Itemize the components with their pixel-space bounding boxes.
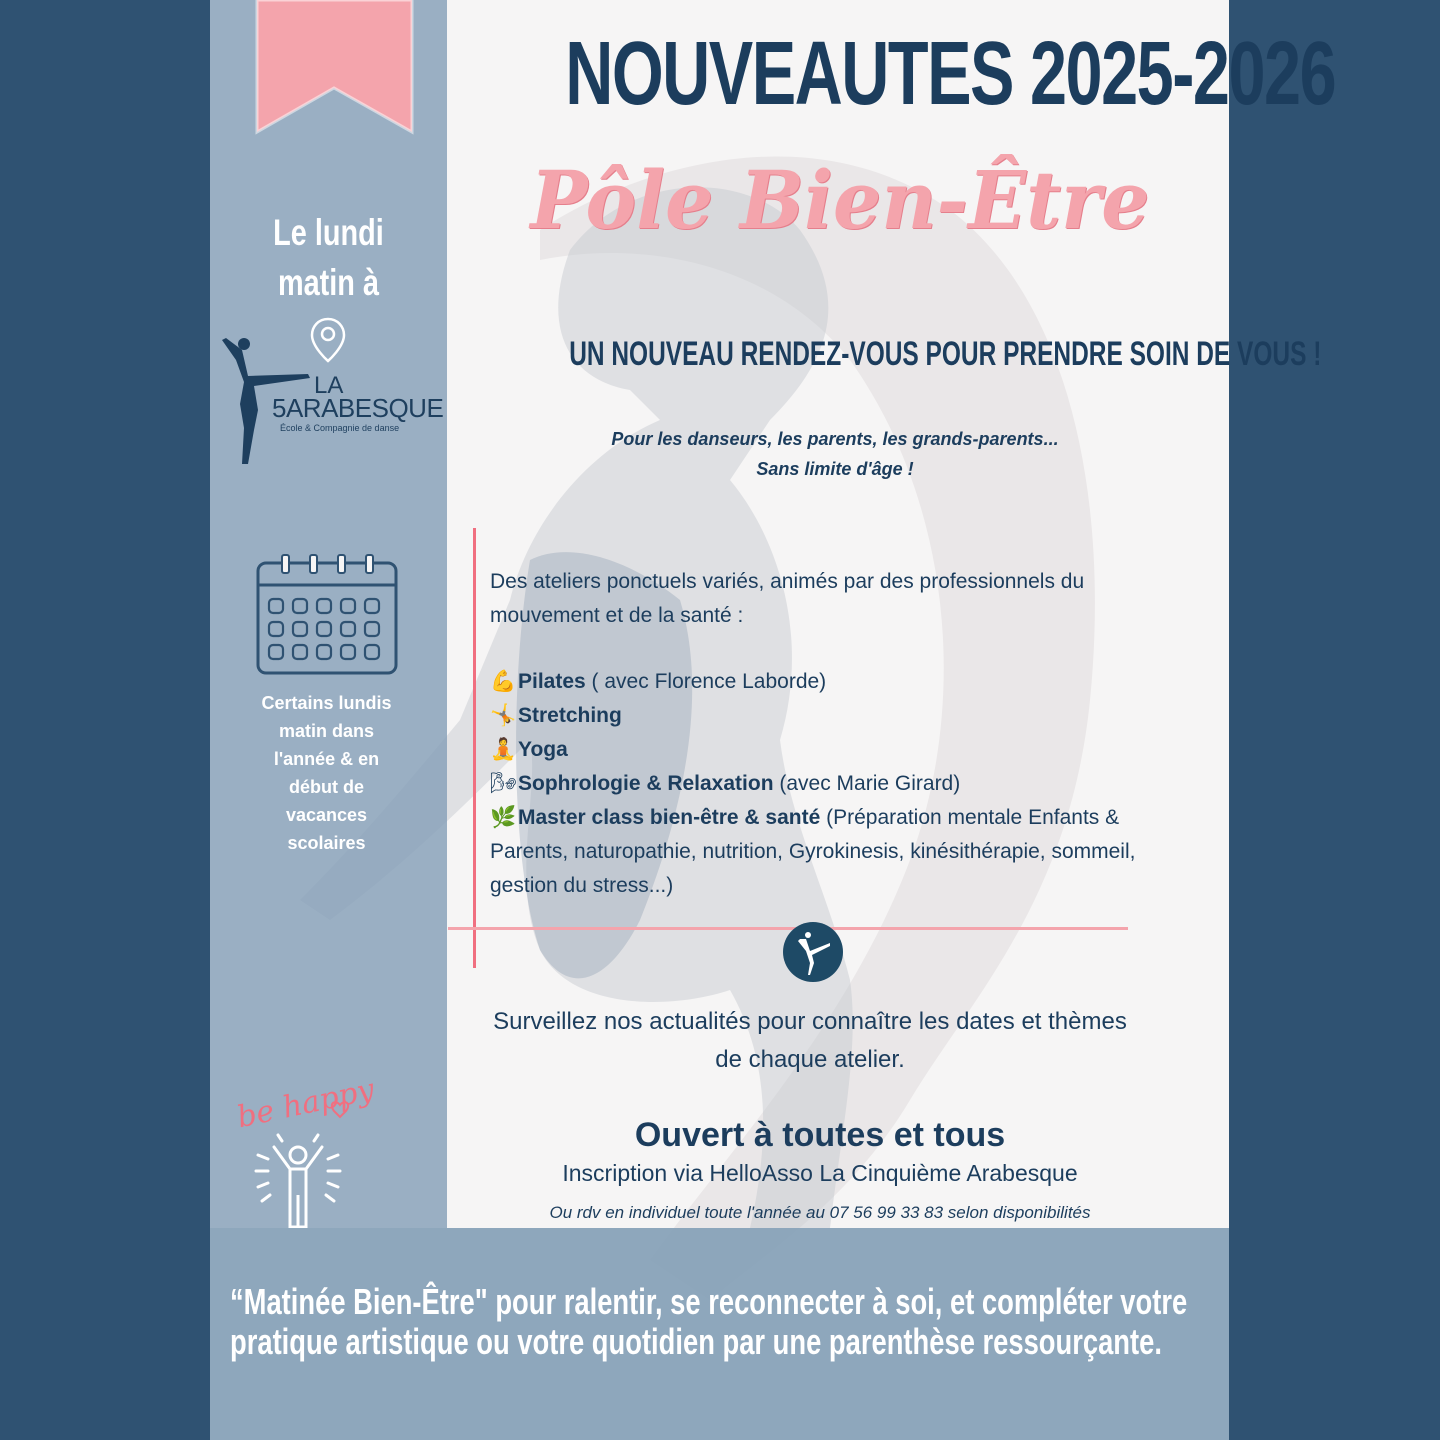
activity-name: Stretching xyxy=(518,704,622,727)
script-title: Pôle Bien-Être xyxy=(530,153,1150,247)
activity-detail: ( avec Florence Laborde) xyxy=(585,670,827,693)
activity-continuation: gestion du stress...) xyxy=(490,874,674,897)
vertical-divider xyxy=(473,528,476,968)
activity-continuation: Parents, naturopathie, nutrition, Gyrokinesis, kinésithérapie, sommeil, xyxy=(490,840,1136,863)
audience-text xyxy=(510,424,1160,484)
lotus-position-icon: 🧘 xyxy=(490,738,517,761)
dancer-badge-icon xyxy=(782,921,844,983)
list-item xyxy=(490,665,1190,699)
intro-line-2: mouvement et de la santé : xyxy=(490,604,744,627)
logo-word: ARABESQUE xyxy=(285,393,444,423)
list-item xyxy=(490,699,1190,733)
activity-name: Master class bien-être & santé xyxy=(518,806,821,829)
watch-text xyxy=(450,1003,1170,1079)
be-happy-illustration xyxy=(228,1055,378,1235)
logo-name xyxy=(272,393,443,424)
list-item xyxy=(490,767,1190,801)
list-item xyxy=(490,801,1190,835)
intro-text xyxy=(490,565,1170,633)
cartwheel-icon: 🤸 xyxy=(490,704,517,727)
audience-line-2: Sans limite d'âge ! xyxy=(756,459,914,479)
quote-line-1: “Matinée Bien-Être" pour ralentir, se reconnecter à soi, et compléter votre xyxy=(230,1281,1188,1322)
be-happy-text: be happy xyxy=(234,1072,378,1136)
audience-line-1: Pour les danseurs, les parents, les grands-parents... xyxy=(611,429,1059,449)
schedule-text xyxy=(230,689,423,857)
activity-detail: (Préparation mentale Enfants & xyxy=(820,806,1120,829)
when-line-1: Le lundi xyxy=(273,212,384,253)
open-heading: Ouvert à toutes et tous xyxy=(634,1116,1006,1154)
schedule-line: Certains lundis xyxy=(261,693,392,713)
activity-name: Pilates xyxy=(518,670,586,693)
rdv-text: Ou rdv en individuel toute l'année au 07 56 99 33 83 selon disponibilités xyxy=(549,1203,1091,1222)
wind-icon: 🌬 xyxy=(490,772,517,795)
schedule-line: l'année & en xyxy=(273,749,380,769)
schedule-line: scolaires xyxy=(287,833,366,853)
schedule-line: début de xyxy=(289,777,364,797)
logo-la: LA xyxy=(314,372,344,399)
activity-name: Yoga xyxy=(518,738,568,761)
poster xyxy=(210,0,1336,1440)
watch-line-1: Surveillez nos actualités pour connaître les dates et thèmes xyxy=(493,1008,1127,1035)
activity-name: Sophrologie & Relaxation xyxy=(518,772,774,795)
when-text xyxy=(236,208,421,308)
logo-tagline: École & Compagnie de danse xyxy=(280,423,400,433)
watch-line-2: de chaque atelier. xyxy=(715,1046,905,1073)
activity-detail: (avec Marie Girard) xyxy=(773,772,961,795)
flexed-biceps-icon: 💪 xyxy=(490,670,517,693)
intro-line-1: Des ateliers ponctuels variés, animés par des professionnels du xyxy=(490,570,1085,593)
bottom-quote xyxy=(230,1282,1203,1362)
schedule-line: vacances xyxy=(285,805,368,825)
herb-icon: 🌿 xyxy=(490,806,517,829)
page-title: NOUVEAUTES 2025-2026 xyxy=(565,24,1336,124)
activity-list xyxy=(490,665,1190,903)
subtitle: UN NOUVEAU RENDEZ-VOUS POUR PRENDRE SOIN DE VOUS ! xyxy=(569,335,1322,373)
when-line-2: matin à xyxy=(277,262,380,303)
quote-line-2: pratique artistique ou votre quotidien par une parenthèse ressourçante. xyxy=(230,1321,1162,1362)
schedule-line: matin dans xyxy=(278,721,375,741)
bookmark-ribbon-icon xyxy=(257,0,412,135)
list-item xyxy=(490,733,1190,767)
inscription-text: Inscription via HelloAsso La Cinquième Arabesque xyxy=(562,1160,1078,1186)
calendar-icon xyxy=(255,553,400,678)
logo-number: 5 xyxy=(272,393,286,423)
sidebar-panel xyxy=(210,0,447,1228)
